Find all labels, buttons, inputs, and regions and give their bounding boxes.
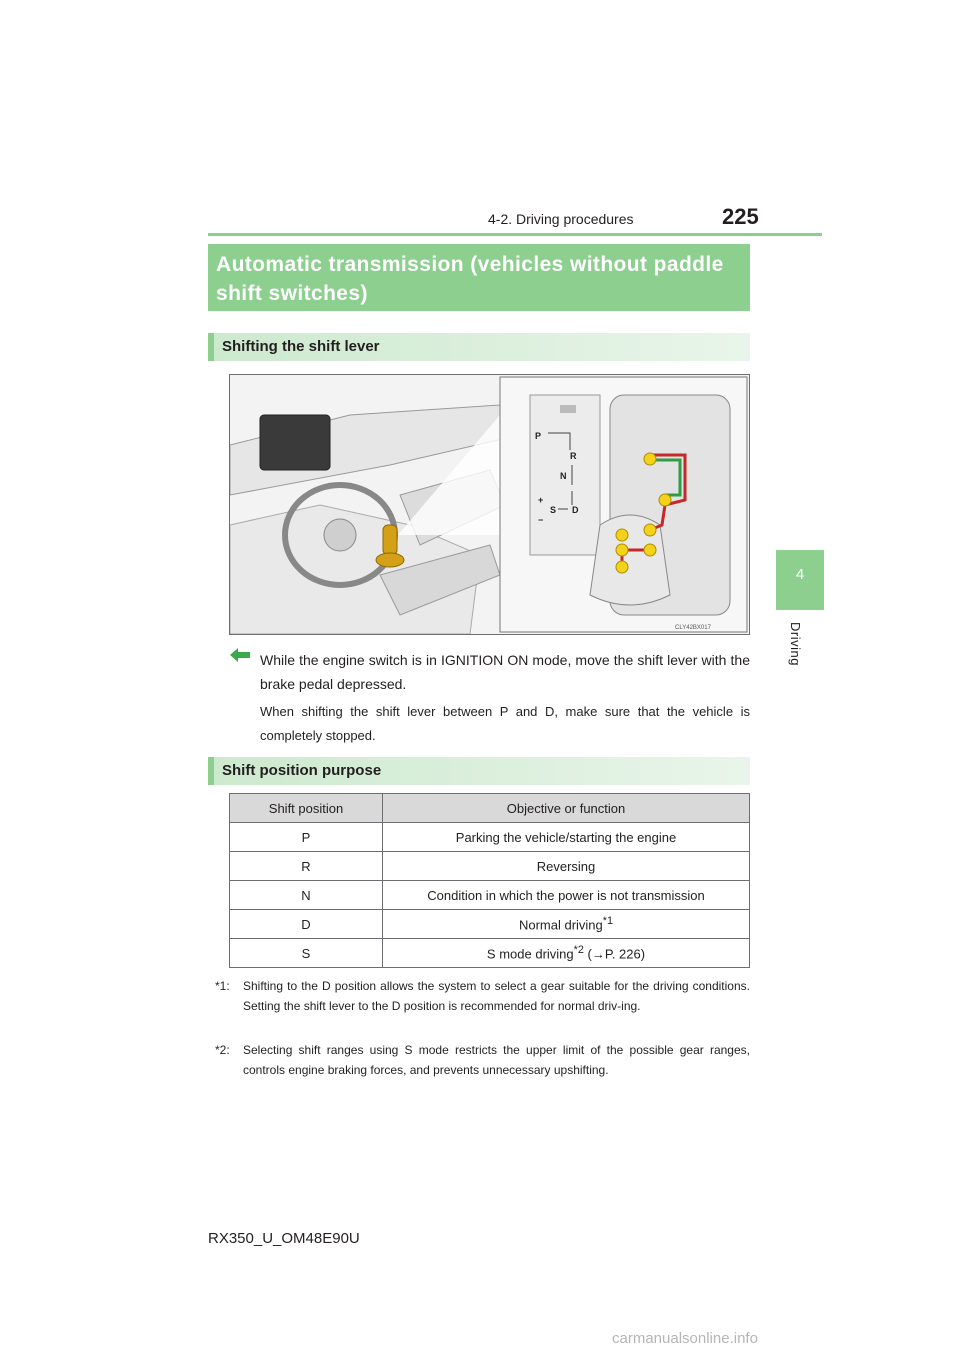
footnote-mark: *1: bbox=[215, 979, 230, 993]
section-heading-shift-position: Shift position purpose bbox=[208, 757, 750, 785]
function-cell: Normal driving$^{*1}$ bbox=[383, 910, 750, 939]
instruction-text: While the engine switch is in IGNITION ON mode, move the shift lever with the brake pedal depressed. bbox=[260, 652, 750, 692]
gate-label-plus: + bbox=[538, 495, 544, 505]
page-number: 225 bbox=[722, 204, 759, 229]
shift-position-cell: D bbox=[230, 910, 383, 939]
function-cell: S mode driving$^{*2}$ (→P. 226) bbox=[383, 939, 750, 968]
gate-label-s: S bbox=[550, 505, 557, 515]
function-cell: Parking the vehicle/starting the engine bbox=[383, 823, 750, 852]
figure-code: CLY42BX017 bbox=[675, 625, 711, 631]
footnote-text: Selecting shift ranges using S mode restricts the upper limit of the possible gear ranges, controls engine braking forces, and prevents unnecessary upshifting. bbox=[243, 1043, 750, 1077]
page-reference-link[interactable]: (→P. 226) bbox=[583, 946, 646, 962]
chapter-tab-number: 4 bbox=[795, 566, 805, 583]
shift-position-cell: R bbox=[230, 852, 383, 881]
footnote-1 bbox=[215, 976, 750, 1016]
footnote-ref: *1 bbox=[602, 915, 614, 928]
cockpit-drawing bbox=[230, 375, 749, 634]
watermark: carmanualsonline.info bbox=[612, 1330, 758, 1347]
arrow-left-icon bbox=[228, 646, 252, 664]
footnote-text: Shifting to the D position allows the system to select a gear suitable for the driving conditions. Setting the shift lever to the D position is recommended for normal driv-ing. bbox=[243, 979, 750, 1013]
table-row bbox=[230, 823, 750, 852]
shift-position-cell: P bbox=[230, 823, 383, 852]
gate-label-n: N bbox=[560, 471, 567, 481]
page-title: Automatic transmission (vehicles without paddle shift switches) bbox=[208, 244, 750, 311]
function-cell: Reversing bbox=[383, 852, 750, 881]
running-header-section: 4-2. Driving procedures bbox=[488, 211, 634, 227]
gate-label-r: R bbox=[570, 451, 577, 461]
gate-label-p: P bbox=[535, 431, 542, 441]
table-row bbox=[230, 881, 750, 910]
function-cell: Condition in which the power is not transmission bbox=[383, 881, 750, 910]
document-code: RX350_U_OM48E90U bbox=[208, 1230, 360, 1247]
footnote-ref: *2 bbox=[573, 944, 584, 957]
shift-position-cell: N bbox=[230, 881, 383, 910]
gate-label-minus: − bbox=[538, 515, 544, 525]
footnote-mark: *2: bbox=[215, 1043, 230, 1057]
chapter-tab-label: Driving bbox=[788, 622, 803, 666]
header-rule bbox=[208, 233, 822, 236]
table-row bbox=[230, 939, 750, 968]
shift-position-cell: S bbox=[230, 939, 383, 968]
table-row bbox=[230, 852, 750, 881]
table-row bbox=[230, 910, 750, 939]
shift-position-table bbox=[229, 793, 750, 968]
table-header-row bbox=[230, 794, 750, 823]
footnote-2 bbox=[215, 1040, 750, 1080]
column-header: Shift position bbox=[230, 794, 383, 823]
caution-note: When shifting the shift lever between P and D, make sure that the vehicle is completely stopped. bbox=[260, 704, 750, 743]
gate-label-d: D bbox=[572, 505, 579, 515]
section-heading-shifting: Shifting the shift lever bbox=[208, 333, 750, 361]
shift-lever-illustration bbox=[229, 374, 750, 635]
column-header: Objective or function bbox=[383, 794, 750, 823]
